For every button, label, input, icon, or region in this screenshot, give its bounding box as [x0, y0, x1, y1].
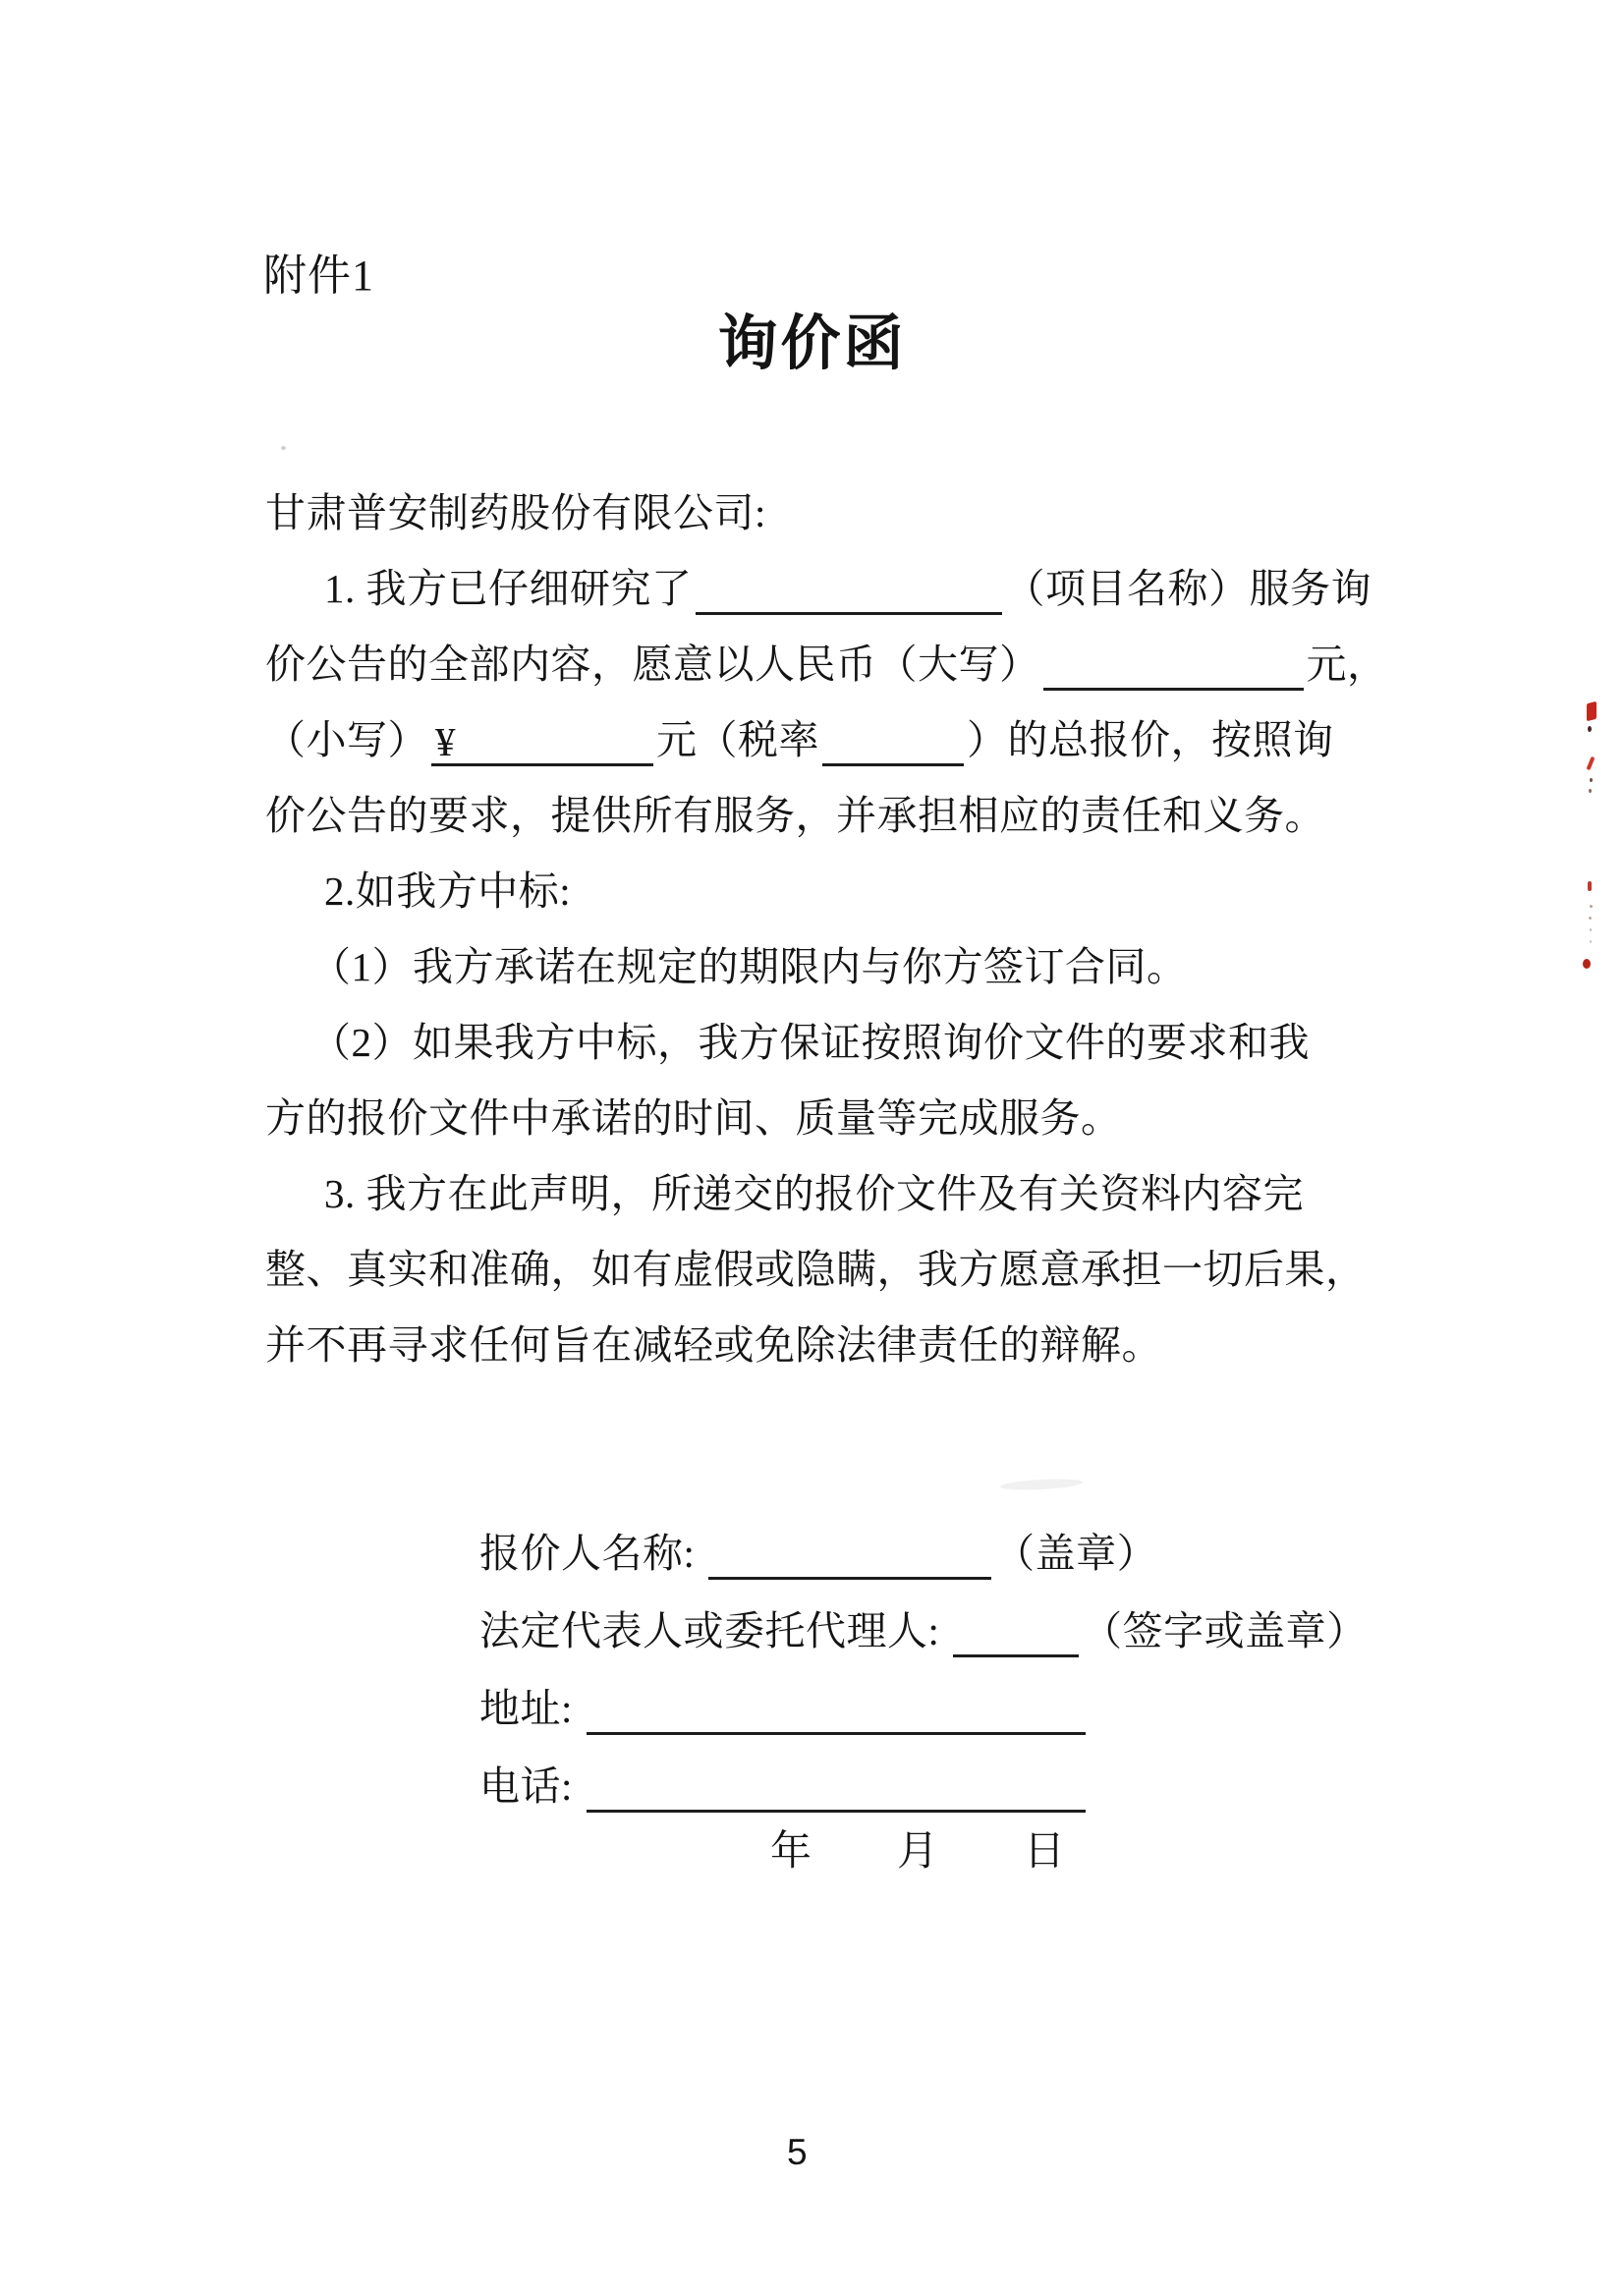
text-run: 报价人名称: — [479, 1531, 706, 1576]
text-run: （盖章） — [994, 1531, 1158, 1576]
date-line: 年 月 日 — [770, 1829, 1067, 1875]
scan-artifact-smudge — [1000, 1478, 1083, 1491]
letter-body-line — [265, 789, 1325, 842]
letter-body-line — [265, 1092, 1122, 1145]
signature-line — [479, 1527, 1157, 1580]
text-run: 法定代表人或委托代理人: — [479, 1608, 951, 1653]
blank-underline — [822, 721, 964, 766]
text-run: （签字或盖章） — [1082, 1608, 1368, 1653]
text-run: 整、真实和准确，如有虚假或隐瞒，我方愿意承担一切后果， — [265, 1247, 1367, 1292]
text-run: 并不再寻求任何旨在减轻或免除法律责任的辩解。 — [265, 1322, 1162, 1368]
text-run: 元（税率 — [656, 717, 819, 762]
text-run: 方的报价文件中承诺的时间、质量等完成服务。 — [265, 1095, 1122, 1141]
text-run: 3. 我方在此声明，所递交的报价文件及有关资料内容完 — [324, 1171, 1304, 1216]
blank-underline — [1043, 645, 1304, 691]
letter-body-line — [310, 1016, 1310, 1069]
scan-artifact-dot — [1589, 917, 1592, 920]
blank-underline — [696, 570, 1002, 615]
text-run: ）的总报价，按照询 — [967, 717, 1334, 762]
letter-body-line — [265, 1243, 1367, 1296]
signature-line — [479, 1760, 1089, 1813]
scan-artifact-red-mark — [1587, 701, 1596, 721]
letter-body-line — [265, 1318, 1162, 1371]
scan-artifact-dot — [1588, 726, 1592, 732]
text-run: 甘肃普安制药股份有限公司: — [265, 490, 766, 535]
text-run: （2）如果我方中标，我方保证按照询价文件的要求和我 — [310, 1020, 1310, 1065]
scan-artifact-dot — [1590, 905, 1593, 908]
text-run: 元， — [1306, 642, 1388, 687]
text-run: （项目名称）服务询 — [1004, 566, 1372, 611]
blank-underline — [953, 1612, 1079, 1657]
scan-artifact-dot — [281, 446, 286, 450]
text-run: 1. 我方已仔细研究了 — [324, 566, 693, 611]
text-run: 地址: — [479, 1686, 584, 1731]
scan-artifact-dot — [1590, 778, 1593, 782]
text-run: （小写） — [265, 717, 428, 762]
attachment-label: 附件1 — [263, 252, 374, 300]
blank-underline — [587, 1690, 1086, 1735]
text-run: （1）我方承诺在规定的期限内与你方签订合同。 — [310, 944, 1188, 989]
signature-line — [479, 1604, 1368, 1657]
page-number: 5 — [787, 2132, 808, 2172]
text-run: 价公告的要求，提供所有服务，并承担相应的责任和义务。 — [265, 793, 1325, 838]
text-run: 价公告的全部内容，愿意以人民币（大写） — [265, 642, 1040, 687]
scan-artifact-dot — [1590, 928, 1592, 931]
scan-artifact-red-dot — [1583, 959, 1591, 969]
text-run: 电话: — [479, 1763, 584, 1809]
scan-artifact-red-mark — [1587, 756, 1596, 770]
blank-underline — [708, 1535, 991, 1580]
letter-body-line — [324, 865, 571, 918]
signature-line — [479, 1682, 1089, 1735]
blank-underline — [587, 1767, 1086, 1813]
text-run: 2.如我方中标: — [324, 868, 572, 914]
scan-artifact-dot — [1589, 789, 1592, 793]
letter-body-line — [310, 940, 1188, 993]
document-title: 询价函 — [717, 311, 907, 377]
salutation-line — [265, 486, 766, 539]
scan-artifact-red-mark — [1588, 881, 1592, 891]
scan-artifact-dot — [1590, 940, 1592, 943]
blank-underline: ¥ — [431, 721, 653, 766]
letter-body-line — [324, 562, 1372, 615]
letter-body-line — [265, 638, 1388, 691]
letter-body-line — [265, 713, 1334, 766]
letter-body-line — [324, 1167, 1304, 1220]
